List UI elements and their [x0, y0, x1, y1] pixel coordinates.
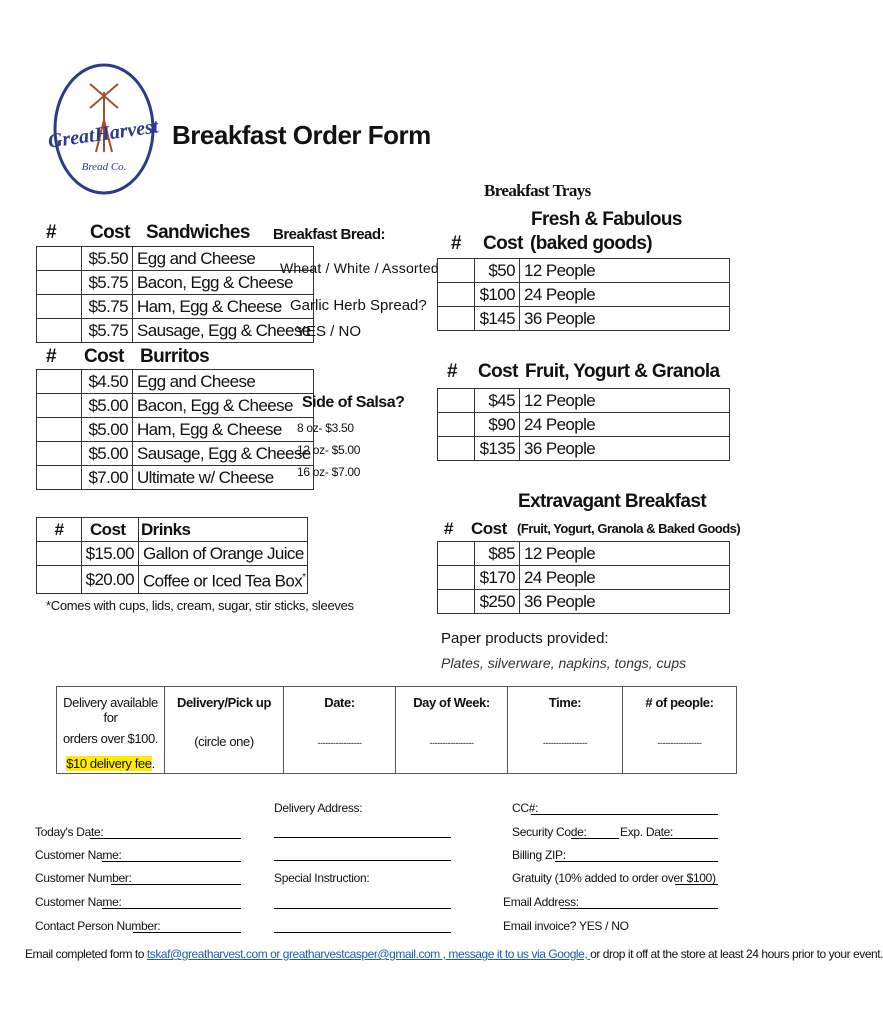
time-header: Time:	[548, 695, 582, 710]
fresh-tray-item: 24 People	[520, 283, 730, 307]
drinks-title: Drinks	[139, 518, 308, 542]
drinks-table	[36, 517, 308, 594]
burrito-row	[37, 442, 314, 466]
footer-suffix: or drop it off at the store at least 24 hours prior to your event.	[590, 947, 883, 961]
customer-name2-label: Customer Name:	[35, 895, 122, 909]
burrito-row	[37, 466, 314, 490]
burrito-price: $5.00	[82, 418, 133, 442]
great-harvest-logo	[46, 62, 160, 196]
exp-date-label: Exp. Date:	[620, 825, 674, 839]
fresh-cost-header: Cost	[483, 233, 523, 254]
circle-one-label: (circle one)	[194, 734, 254, 749]
billing-zip-field[interactable]	[555, 861, 718, 862]
sandwich-quantity-cell[interactable]	[37, 247, 82, 271]
email-address-field[interactable]	[560, 908, 718, 909]
footer-prefix: Email completed form to	[25, 947, 147, 961]
bread-options: Wheat / White / Assorted	[280, 260, 439, 276]
delivery-address-field-2[interactable]	[274, 860, 451, 861]
fruit-tray-item: 24 People	[520, 413, 730, 437]
sandwich-price: $5.75	[82, 319, 133, 343]
customer-name2-field[interactable]	[102, 908, 241, 909]
extravagant-tray-row	[438, 590, 730, 614]
drink-price: $20.00	[82, 566, 139, 594]
fresh-title-line2: (baked goods)	[530, 233, 653, 254]
fruit-tray-price: $90	[475, 413, 520, 437]
footnote-marker: *	[302, 572, 306, 583]
fresh-tray-item: 36 People	[520, 307, 730, 331]
burrito-quantity-cell[interactable]	[37, 394, 82, 418]
fruit-tray-price: $45	[475, 389, 520, 413]
burrito-row	[37, 418, 314, 442]
customer-number-label: Customer Number:	[35, 871, 132, 885]
burrito-price: $4.50	[82, 370, 133, 394]
fresh-num-header: #	[451, 233, 461, 254]
delivery-fee: $10 delivery fee	[66, 756, 152, 771]
fruit-cost-header: Cost	[478, 361, 518, 382]
extravagant-tray-row	[438, 566, 730, 590]
burrito-quantity-cell[interactable]	[37, 370, 82, 394]
delivery-address-field-1[interactable]	[274, 837, 451, 838]
sandwich-price: $5.75	[82, 295, 133, 319]
drink-item: Coffee or Iced Tea Box*	[139, 566, 308, 594]
sandwich-row	[37, 319, 314, 343]
date-header: Date:	[324, 695, 355, 710]
date-cell[interactable]	[284, 687, 396, 774]
page-title: Breakfast Order Form	[172, 120, 431, 150]
burrito-item: Sausage, Egg & Cheese	[133, 442, 314, 466]
fresh-tray-price: $145	[475, 307, 520, 331]
special-instruction-label: Special Instruction:	[274, 871, 370, 885]
fruit-num-header: #	[447, 361, 457, 382]
fruit-tray-quantity-cell[interactable]	[438, 437, 475, 461]
fresh-tray-row	[438, 307, 730, 331]
delivery-note-line2: orders over $100.	[62, 731, 159, 746]
delivery-fee-period: .	[151, 756, 155, 771]
billing-zip-label: Billing ZIP:	[512, 848, 566, 862]
salsa-option-12oz: 12 oz- $5.00	[297, 443, 361, 457]
sandwich-row	[37, 295, 314, 319]
day-of-week-header: Day of Week:	[413, 695, 490, 710]
security-code-field[interactable]	[571, 838, 619, 839]
svg-text:GreatHarvest: GreatHarvest	[46, 115, 160, 153]
extravagant-tray-quantity-cell[interactable]	[438, 590, 475, 614]
burrito-quantity-cell[interactable]	[37, 442, 82, 466]
fruit-tray-row	[438, 389, 730, 413]
extravagant-tray-quantity-cell[interactable]	[438, 566, 475, 590]
exp-date-field[interactable]	[660, 838, 718, 839]
gratuity-label: Gratuity (10% added to order over $100)	[512, 871, 716, 885]
gratuity-field[interactable]	[675, 884, 718, 885]
cc-label: CC#:	[512, 801, 539, 815]
fresh-tray-quantity-cell[interactable]	[438, 283, 475, 307]
extravagant-tray-price: $85	[475, 542, 520, 566]
people-cell[interactable]	[623, 687, 737, 774]
burrito-cost-header: Cost	[84, 346, 124, 367]
extravagant-tray-item: 12 People	[520, 542, 730, 566]
burrito-item: Ultimate w/ Cheese	[133, 466, 314, 490]
burrito-num-header: #	[46, 346, 56, 367]
fresh-tray-item: 12 People	[520, 259, 730, 283]
sandwich-item: Egg and Cheese	[133, 247, 314, 271]
fruit-tray-row	[438, 437, 730, 461]
delivery-note-line1: Delivery available for	[63, 695, 158, 725]
sandwich-quantity-cell[interactable]	[37, 319, 82, 343]
customer-name-label: Customer Name:	[35, 848, 122, 862]
sandwich-row	[37, 271, 314, 295]
fruit-tray-item: 12 People	[520, 389, 730, 413]
spread-label: Garlic Herb Spread?	[290, 297, 427, 314]
time-blank: -----------------	[542, 738, 588, 748]
extravagant-tray-price: $250	[475, 590, 520, 614]
fruit-table	[437, 388, 730, 461]
extravagant-tray-quantity-cell[interactable]	[438, 542, 475, 566]
burrito-quantity-cell[interactable]	[37, 466, 82, 490]
salsa-option-8oz: 8 oz- $3.50	[297, 421, 354, 435]
extravagant-tray-item: 24 People	[520, 566, 730, 590]
drinks-num-header: #	[37, 518, 82, 542]
contact-number-label: Contact Person Number:	[35, 919, 161, 933]
fresh-title-line1: Fresh & Fabulous	[531, 209, 682, 230]
fresh-tray-price: $50	[475, 259, 520, 283]
sandwich-table	[36, 246, 314, 343]
paper-label: Paper products provided:	[441, 630, 609, 647]
sandwich-title: Sandwiches	[146, 222, 250, 243]
extravagant-subtitle: (Fruit, Yogurt, Granola & Baked Goods)	[517, 521, 741, 536]
burrito-title: Burritos	[140, 346, 210, 367]
delivery-table	[56, 686, 737, 774]
drink-item: Gallon of Orange Juice	[139, 542, 308, 566]
footer-email-link[interactable]: tskaf@greatharvest.com or greatharvestcasper@gmail.com , message it to us via Google,	[146, 947, 591, 961]
burrito-item: Egg and Cheese	[133, 370, 314, 394]
special-instruction-field-1[interactable]	[274, 908, 451, 909]
burrito-item: Ham, Egg & Cheese	[133, 418, 314, 442]
fruit-tray-row	[438, 413, 730, 437]
fresh-tray-quantity-cell[interactable]	[438, 307, 475, 331]
sandwich-item: Sausage, Egg & Cheese	[133, 319, 314, 343]
special-instruction-field-2[interactable]	[274, 932, 451, 933]
drink-row	[37, 566, 308, 594]
extravagant-tray-row	[438, 542, 730, 566]
drink-row	[37, 542, 308, 566]
burrito-table	[36, 369, 314, 490]
customer-name-field[interactable]	[102, 861, 241, 862]
extravagant-num-header: #	[444, 519, 454, 538]
extravagant-tray-price: $170	[475, 566, 520, 590]
spread-options: YES / NO	[296, 323, 362, 340]
drink-quantity-cell[interactable]	[37, 542, 82, 566]
fresh-tray-row	[438, 283, 730, 307]
footer-instructions	[25, 947, 883, 961]
salsa-option-16oz: 16 oz- $7.00	[297, 465, 361, 479]
fresh-tray-price: $100	[475, 283, 520, 307]
sandwich-price: $5.75	[82, 271, 133, 295]
time-cell[interactable]	[508, 687, 623, 774]
delivery-pickup-header: Delivery/Pick up	[176, 695, 272, 710]
customer-number-field[interactable]	[111, 884, 241, 885]
day-of-week-cell[interactable]	[396, 687, 508, 774]
sandwich-quantity-cell[interactable]	[37, 295, 82, 319]
sandwich-num-header: #	[46, 222, 56, 243]
sandwich-price: $5.50	[82, 247, 133, 271]
people-header: # of people:	[645, 695, 714, 710]
burrito-row	[37, 394, 314, 418]
cc-field[interactable]	[531, 814, 718, 815]
date-blank: -----------------	[317, 738, 362, 748]
burrito-row	[37, 370, 314, 394]
bread-label: Breakfast Bread:	[273, 226, 386, 243]
sandwich-cost-header: Cost	[90, 222, 130, 243]
drink-quantity-cell[interactable]	[37, 566, 82, 594]
extravagant-title: Extravagant Breakfast	[518, 491, 707, 512]
delivery-pickup-cell[interactable]	[165, 687, 284, 774]
contact-number-field[interactable]	[133, 932, 241, 933]
sandwich-row	[37, 247, 314, 271]
svg-text:Bread Co.: Bread Co.	[81, 161, 127, 173]
fresh-tray-row	[438, 259, 730, 283]
burrito-price: $5.00	[82, 394, 133, 418]
email-invoice-label: Email invoice? YES / NO	[503, 919, 629, 933]
fruit-tray-quantity-cell[interactable]	[438, 389, 475, 413]
day-of-week-blank: -----------------	[429, 738, 474, 748]
todays-date-field[interactable]	[90, 838, 241, 839]
drink-price: $15.00	[82, 542, 139, 566]
delivery-note	[57, 687, 165, 774]
burrito-price: $5.00	[82, 442, 133, 466]
salsa-label: Side of Salsa?	[302, 394, 405, 411]
fruit-tray-price: $135	[475, 437, 520, 461]
trays-title: Breakfast Trays	[484, 181, 591, 200]
drinks-footnote: *Comes with cups, lids, cream, sugar, stir sticks, sleeves	[46, 598, 354, 613]
fruit-tray-quantity-cell[interactable]	[438, 413, 475, 437]
todays-date-label: Today's Date:	[35, 825, 104, 839]
email-address-label: Email Address:	[503, 895, 579, 909]
fresh-tray-quantity-cell[interactable]	[438, 259, 475, 283]
paper-items: Plates, silverware, napkins, tongs, cups	[441, 655, 687, 671]
sandwich-quantity-cell[interactable]	[37, 271, 82, 295]
people-blank: -----------------	[657, 738, 702, 748]
extravagant-tray-item: 36 People	[520, 590, 730, 614]
burrito-item: Bacon, Egg & Cheese	[133, 394, 314, 418]
sandwich-item: Ham, Egg & Cheese	[133, 295, 314, 319]
drinks-cost-header: Cost	[82, 518, 139, 542]
fruit-tray-item: 36 People	[520, 437, 730, 461]
security-code-label: Security Code:	[512, 825, 587, 839]
burrito-quantity-cell[interactable]	[37, 418, 82, 442]
burrito-price: $7.00	[82, 466, 133, 490]
extravagant-cost-header: Cost	[471, 519, 507, 538]
extravagant-table	[437, 541, 730, 614]
fruit-title: Fruit, Yogurt & Granola	[525, 361, 720, 382]
sandwich-item: Bacon, Egg & Cheese	[133, 271, 314, 295]
delivery-address-label: Delivery Address:	[274, 801, 363, 815]
fresh-table	[437, 258, 730, 331]
